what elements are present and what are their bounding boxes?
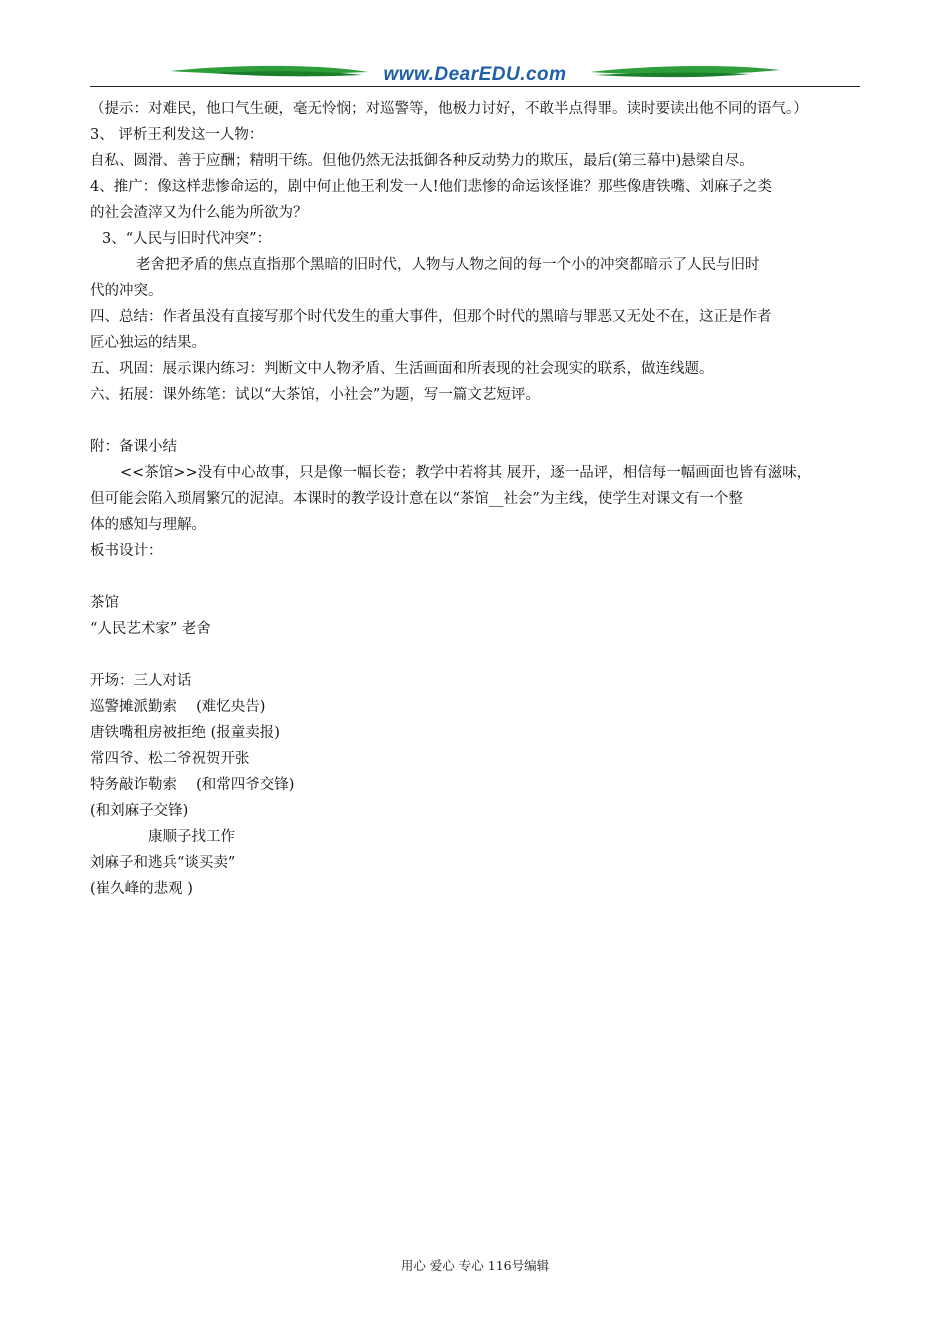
page-footer: 用心 爱心 专心 116号编辑 [400, 1258, 550, 1273]
header-divider [90, 86, 860, 87]
blank-line [90, 642, 865, 668]
text-line: 但可能会陷入琐屑繁冗的泥淖。本课时的教学设计意在以“茶馆__社会”为主线，使学生对课文有一个整 [90, 491, 743, 507]
text-line: <<茶馆>>没有中心故事，只是像一幅长卷；教学中若将其 展开，逐一品评，相信每一幅画面也皆有滋味， [120, 465, 812, 481]
text-line: 4、推广：像这样悲惨命运的，剧中何止他王利发一人!他们悲惨的命运该怪谁？那些像唐铁嘴、刘麻子之类 [90, 179, 773, 195]
section-heading: 3、“人民与旧时代冲突”： [102, 231, 272, 247]
board-item: 开场：三人对话 [90, 673, 192, 689]
text-line: 自私、圆滑、善于应酬；精明干练。但他仍然无法抵御各种反动势力的欺压，最后(第三幕中)悬梁自尽。 [90, 153, 754, 169]
board-item: (和刘麻子交锋) [90, 803, 189, 819]
board-title: 茶馆 [90, 595, 119, 611]
text-line: 匠心独运的结果。 [90, 335, 206, 351]
blank-line [90, 408, 865, 434]
text-line: 3、 评析王利发这一人物： [90, 127, 264, 143]
blank-line [90, 564, 865, 590]
board-item: (崔久峰的悲观 ) [90, 881, 193, 897]
board-author: “人民艺术家” 老舍 [90, 621, 211, 637]
board-item: 康顺子找工作 [148, 829, 235, 845]
text-line: 四、总结：作者虽没有直接写那个时代发生的重大事件，但那个时代的黑暗与罪恶又无处不在，这正是作者 [90, 309, 772, 325]
text-line: 代的冲突。 [90, 283, 163, 299]
text-line: 六、拓展：课外练笔：试以“大茶馆，小社会”为题，写一篇文艺短评。 [90, 387, 540, 403]
board-item: 巡警摊派勤索 (难忆央告) [90, 699, 266, 715]
board-item: 特务敲诈勒索 (和常四爷交锋) [90, 777, 295, 793]
text-line: （提示：对难民，他口气生硬，毫无怜悯；对巡警等，他极力讨好，不敢半点得罪。读时要读出他不同的语气。） [90, 101, 808, 117]
board-item: 常四爷、松二爷祝贺开张 [90, 751, 250, 767]
text-line: 的社会渣滓又为什么能为所欲为？ [90, 205, 308, 221]
logo-text: www.DearEDU.com [383, 64, 567, 85]
board-item: 唐铁嘴租房被拒绝 (报童卖报) [90, 725, 280, 741]
section-heading: 板书设计： [90, 543, 163, 559]
text-line: 五、巩固：展示课内练习：判断文中人物矛盾、生活画面和所表现的社会现实的联系，做连线题。 [90, 361, 714, 377]
board-item: 刘麻子和逃兵“谈买卖” [90, 855, 236, 871]
text-line: 老舍把矛盾的焦点直指那个黑暗的旧时代，人物与人物之间的每一个小的冲突都暗示了人民与旧时 [136, 257, 760, 273]
text-line: 体的感知与理解。 [90, 517, 206, 533]
section-heading: 附：备课小结 [90, 439, 177, 455]
document-body [90, 96, 865, 902]
